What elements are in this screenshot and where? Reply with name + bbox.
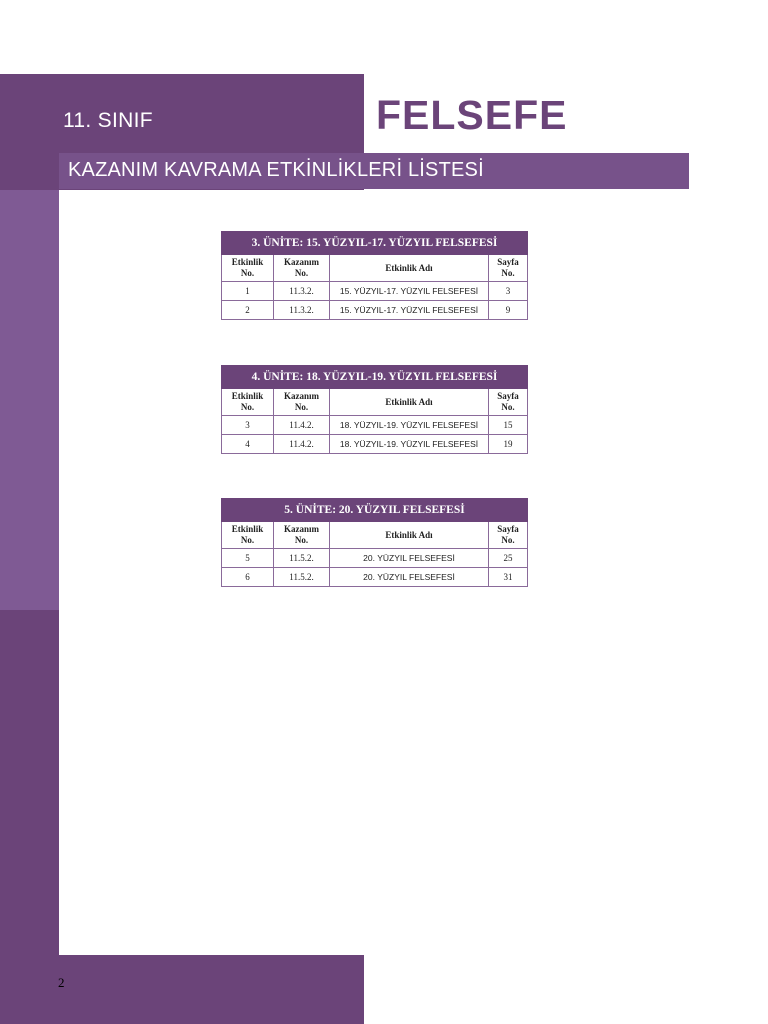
outcome-no: 11.5.2. (274, 549, 330, 568)
page-no: 3 (489, 282, 528, 301)
activity-name: 15. YÜZYIL-17. YÜZYIL FELSEFESİ (330, 282, 489, 301)
page-no: 15 (489, 416, 528, 435)
subject-title: FELSEFE (376, 92, 568, 138)
list-title: KAZANIM KAVRAMA ETKİNLİKLERİ LİSTESİ (68, 159, 484, 181)
col-page-no: Sayfa No. (489, 389, 528, 416)
col-activity-name: Etkinlik Adı (330, 522, 489, 549)
activity-no: 6 (222, 568, 274, 587)
unit-title: 3. ÜNİTE: 15. YÜZYIL-17. YÜZYIL FELSEFESİ (222, 232, 528, 255)
page-no: 25 (489, 549, 528, 568)
col-outcome-no: Kazanım No. (274, 255, 330, 282)
activity-name: 18. YÜZYIL-19. YÜZYIL FELSEFESİ (330, 416, 489, 435)
table-row (222, 416, 528, 435)
col-outcome-no: Kazanım No. (274, 389, 330, 416)
footer-band (0, 955, 364, 1024)
outcome-no: 11.3.2. (274, 301, 330, 320)
activity-no: 2 (222, 301, 274, 320)
list-title-bar (59, 153, 689, 189)
unit-title: 4. ÜNİTE: 18. YÜZYIL-19. YÜZYIL FELSEFESİ (222, 366, 528, 389)
activity-no: 1 (222, 282, 274, 301)
activity-name: 18. YÜZYIL-19. YÜZYIL FELSEFESİ (330, 435, 489, 454)
side-band-light (0, 190, 59, 610)
activity-no: 3 (222, 416, 274, 435)
page-no: 19 (489, 435, 528, 454)
table-row (222, 549, 528, 568)
col-activity-name: Etkinlik Adı (330, 255, 489, 282)
col-activity-name: Etkinlik Adı (330, 389, 489, 416)
unit-table-3 (221, 231, 528, 320)
table-row (222, 435, 528, 454)
outcome-no: 11.3.2. (274, 282, 330, 301)
page-no: 9 (489, 301, 528, 320)
table-header-row (222, 255, 528, 282)
outcome-no: 11.4.2. (274, 435, 330, 454)
activity-name: 20. YÜZYIL FELSEFESİ (330, 549, 489, 568)
activity-no: 4 (222, 435, 274, 454)
table-row (222, 282, 528, 301)
table-row (222, 568, 528, 587)
outcome-no: 11.5.2. (274, 568, 330, 587)
col-page-no: Sayfa No. (489, 522, 528, 549)
unit-table-5 (221, 498, 528, 587)
activity-name: 15. YÜZYIL-17. YÜZYIL FELSEFESİ (330, 301, 489, 320)
table-row (222, 301, 528, 320)
activity-no: 5 (222, 549, 274, 568)
col-activity-no: Etkinlik No. (222, 522, 274, 549)
page-no: 31 (489, 568, 528, 587)
table-header-row (222, 389, 528, 416)
table-header-row (222, 522, 528, 549)
col-page-no: Sayfa No. (489, 255, 528, 282)
unit-table-4 (221, 365, 528, 454)
activity-name: 20. YÜZYIL FELSEFESİ (330, 568, 489, 587)
page-number: 2 (58, 975, 65, 990)
col-outcome-no: Kazanım No. (274, 522, 330, 549)
col-activity-no: Etkinlik No. (222, 389, 274, 416)
unit-title: 5. ÜNİTE: 20. YÜZYIL FELSEFESİ (222, 499, 528, 522)
col-activity-no: Etkinlik No. (222, 255, 274, 282)
outcome-no: 11.4.2. (274, 416, 330, 435)
grade-label: 11. SINIF (63, 109, 153, 132)
